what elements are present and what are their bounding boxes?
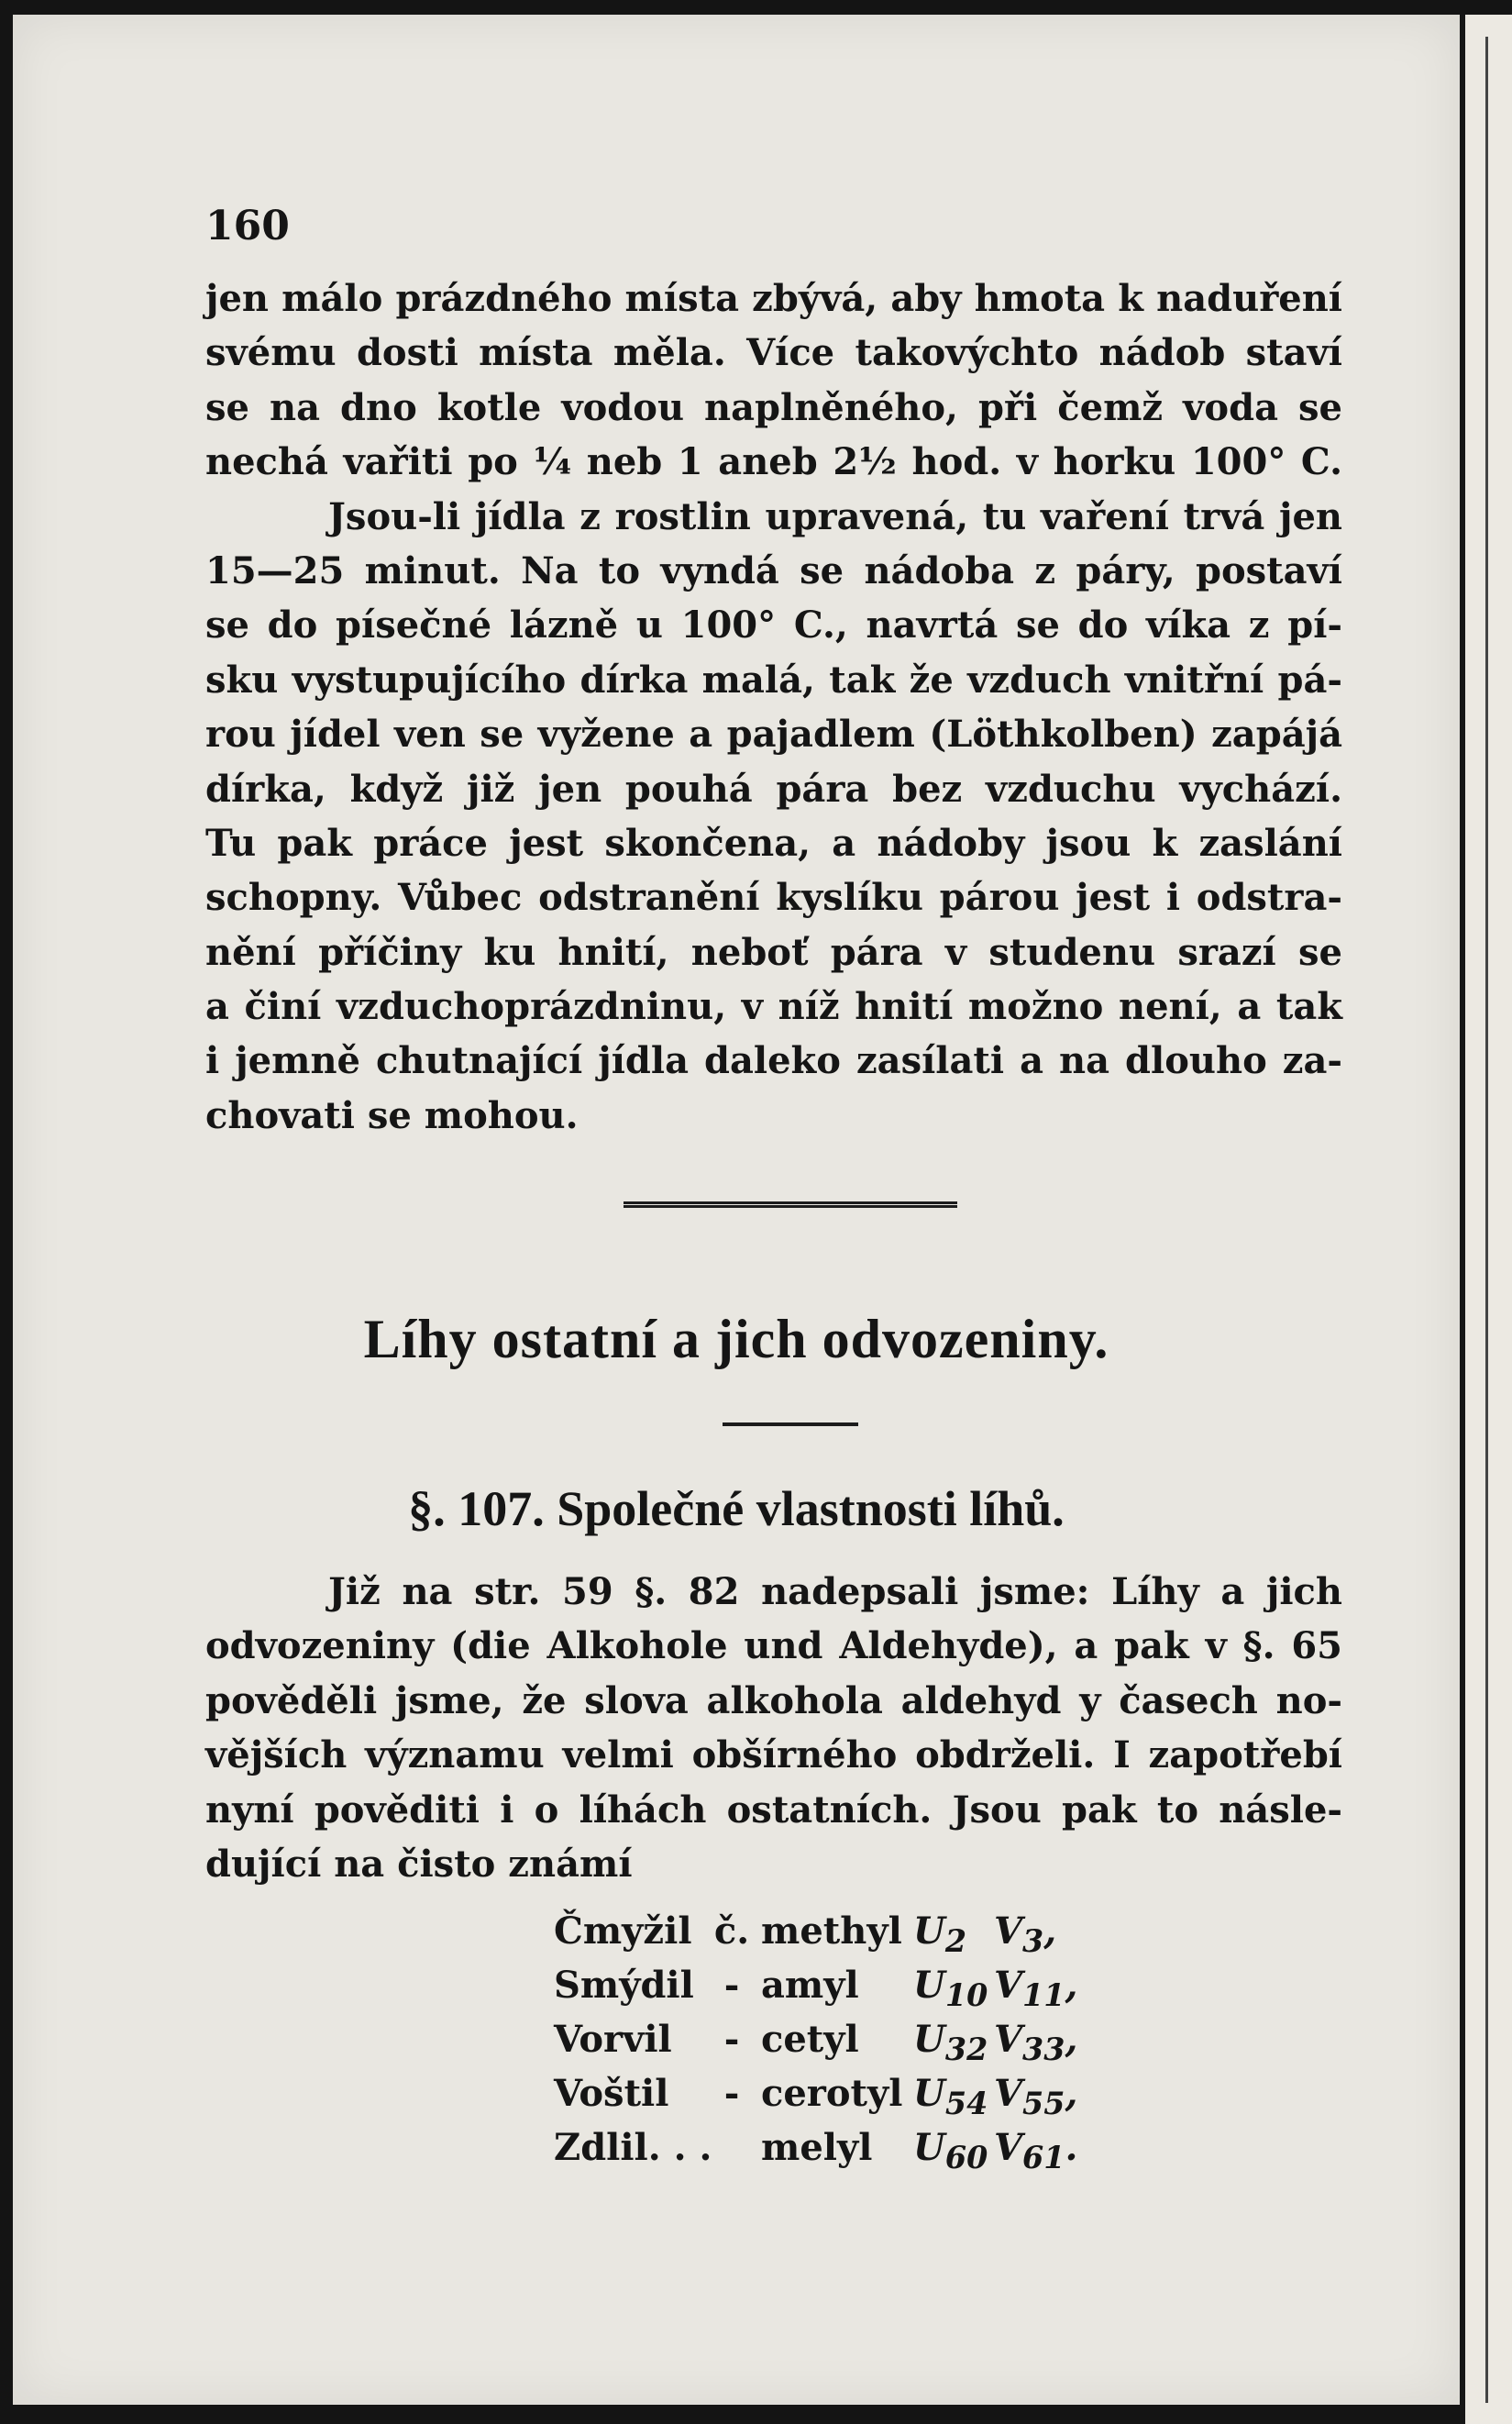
text-line: schopny. Vůbec odstranění kyslíku párou jest i odstra- [205, 876, 1342, 920]
text-line: odvozeniny (die Alkohole und Aldehyde), a pak v §. 65 [205, 1624, 1342, 1668]
separator: - [723, 1964, 740, 2007]
text-line: nechá vařiti po ¼ neb 1 aneb 2½ hod. v horku 100° C. [205, 440, 1342, 484]
separator: č. [713, 1909, 750, 1953]
text-line: Jsou-li jídla z rostlin upravená, tu vaření trvá jen [328, 494, 1342, 538]
formula-v: $V_{55}$, [994, 2072, 1078, 2121]
formula-v: $V_{11}$, [994, 1964, 1078, 2013]
page-number: 160 [205, 203, 290, 249]
chapter-heading: Líhy ostatní a jich odvozeniny. [363, 1309, 1109, 1369]
text-line: chovati se mohou. [205, 1093, 579, 1137]
text-line: vějších významu velmi obšírného obdrželi. I zapotřebí [205, 1733, 1342, 1777]
text-line: i jemně chutnající jídla daleko zasílati a na dlouho za- [205, 1039, 1342, 1083]
formula-u: $U_{60}$ [913, 2126, 988, 2175]
czech-name: Smýdil [554, 1964, 694, 2007]
book-page [13, 15, 1460, 2405]
text-line: rou jídel ven se vyžene a pajadlem (Löthkolben) zapájá [205, 713, 1342, 757]
text-line: nění příčiny ku hnití, neboť pára v studenu srazí se [205, 930, 1342, 974]
formula-u: $U_{32}$ [913, 2018, 988, 2067]
body-paragraph-1 [205, 271, 1342, 1143]
text-line: dující na čisto známí [205, 1842, 633, 1886]
separator: - [723, 2072, 740, 2115]
formula-u: $U_{54}$ [913, 2072, 988, 2121]
czech-name: Čmyžil [554, 1909, 692, 1953]
formula-v: $V_{61}$. [994, 2126, 1078, 2175]
text-line: 15—25 minut. Na to vyndá se nádoba z páry, postaví [205, 548, 1342, 592]
text-line: sku vystupujícího dírka malá, tak že vzduch vnitřní pá- [205, 658, 1342, 702]
text-line: pověděli jsme, že slova alkohola aldehyd y časech no- [205, 1678, 1342, 1722]
section-heading: §. 107. Společné vlastnosti líhů. [408, 1481, 1065, 1536]
formula-v: $V_3$, [994, 1909, 1057, 1959]
text-line: se na dno kotle vodou naplněného, při čemž voda se [205, 385, 1342, 429]
text-line: Tu pak práce jest skončena, a nádoby jsou k zaslání [205, 821, 1342, 865]
formula-u: $U_{10}$ [913, 1964, 988, 2013]
latin-name: amyl [761, 1964, 859, 2007]
text-line: se do písečné lázně u 100° C., navrtá se do víka z pí- [205, 603, 1342, 648]
czech-name: Zdlil. . . [554, 2126, 712, 2169]
body-paragraph-2 [205, 1565, 1342, 1891]
text-line: dírka, když již jen pouhá pára bez vzduchu vychází. [205, 767, 1342, 811]
text-line: jen málo prázdného místa zbývá, aby hmota k naduření [205, 277, 1342, 320]
formula-v: $V_{33}$, [994, 2018, 1078, 2067]
text-line: a činí vzduchoprázdninu, v níž hnití možno není, a tak [205, 985, 1342, 1029]
heading-rule [723, 1422, 858, 1426]
text-line: Již na str. 59 §. 82 nadepsali jsme: Líhy a jich [328, 1570, 1342, 1613]
text-line: nyní pověditi i o líhách ostatních. Jsou pak to násle- [205, 1788, 1342, 1832]
text-line: svému dosti místa měla. Více takovýchto nádob staví [205, 331, 1342, 375]
formula-u: $U_2$ [913, 1909, 967, 1959]
latin-name: melyl [761, 2126, 873, 2169]
latin-name: methyl [761, 1909, 902, 1953]
czech-name: Vorvil [554, 2018, 672, 2061]
latin-name: cetyl [761, 2018, 859, 2061]
latin-name: cerotyl [761, 2072, 903, 2115]
czech-name: Voštil [554, 2072, 669, 2115]
binding-line [1485, 37, 1488, 2403]
separator: - [723, 2018, 740, 2061]
section-divider [624, 1201, 957, 1208]
